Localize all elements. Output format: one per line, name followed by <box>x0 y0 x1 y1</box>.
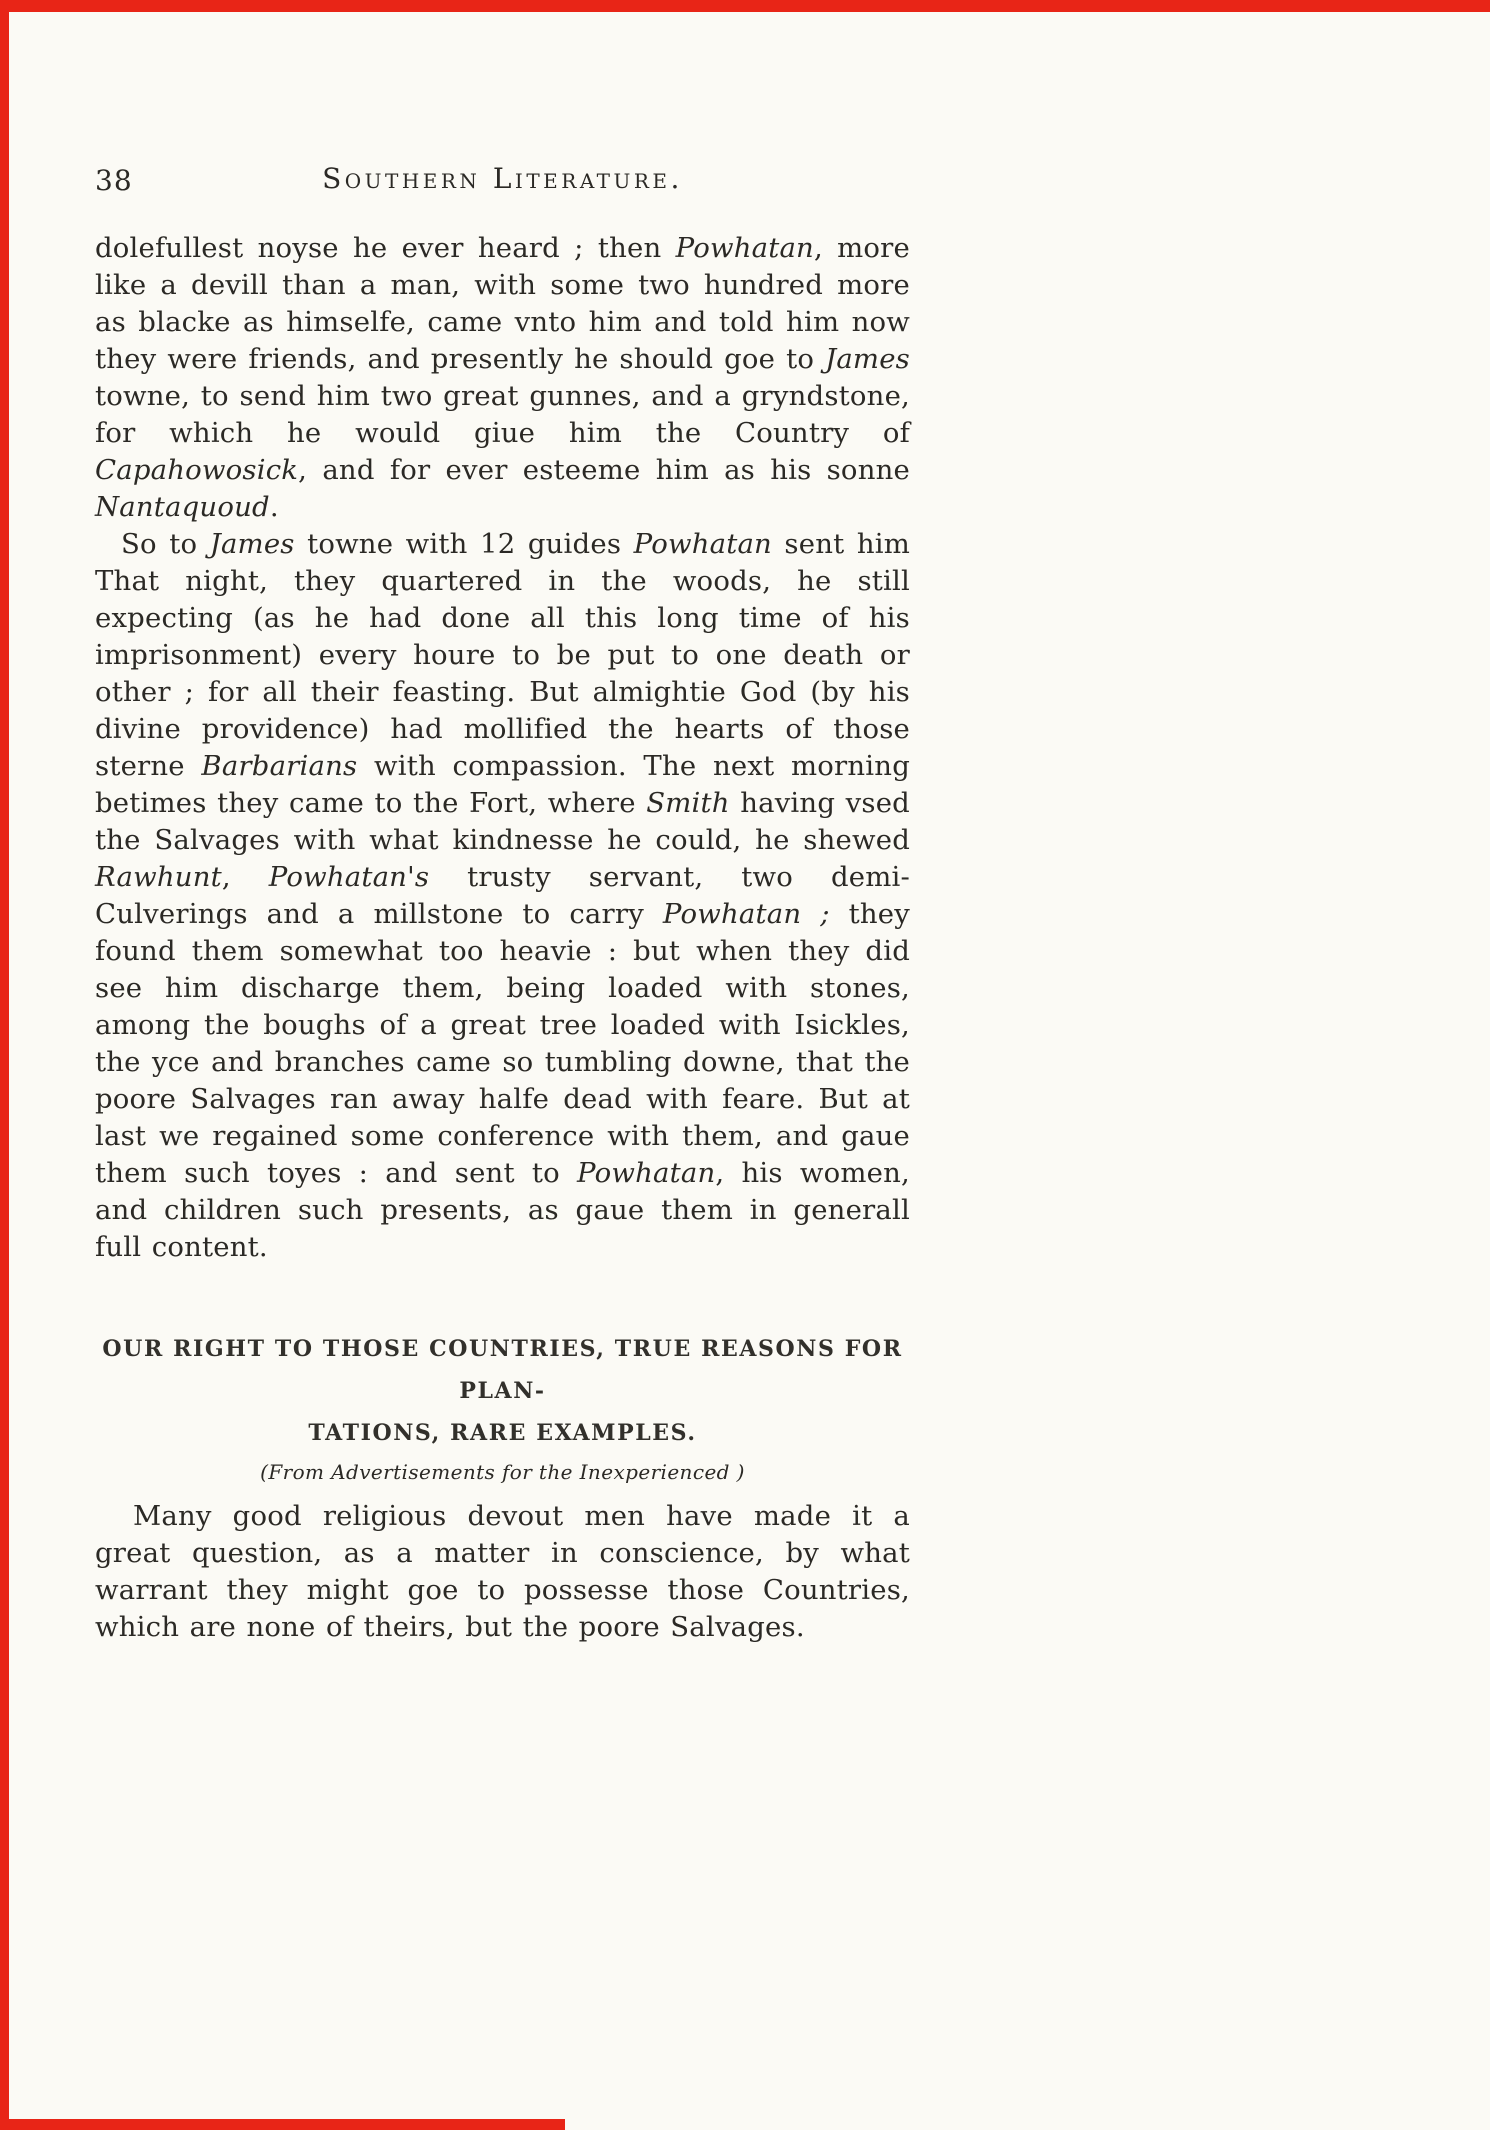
paragraph <box>95 230 910 526</box>
text-run: , more like a devill than a man, with some two hundred more as blacke as himselfe, came vnto him and told him now they were friends, and presently he should goe to <box>95 232 910 375</box>
text-run: . <box>269 491 279 523</box>
body-text-block-2 <box>95 1498 910 1646</box>
text-run: with compassion. The next morning betimes they came to the Fort, where <box>95 750 910 819</box>
text-run: towne, to send him two great gunnes, and a gryndstone, for which he would giue him the Country of <box>95 380 910 449</box>
section-heading-block <box>95 1328 910 1484</box>
section-source-note: (From Advertisements for the Inexperienced ) <box>260 1460 745 1484</box>
paragraph <box>95 526 910 1266</box>
paragraph <box>95 1498 910 1646</box>
text-run: having vsed the Salvages with what kindnesse he could, he shewed <box>95 787 910 856</box>
text-run: sent him That night, they quartered in the woods, he still expecting (as he had done all this long time of his imprisonment) every houre to be put to one death or other ; for all their feasting. But almightie God (by his divine providence) had mollified the hearts of those sterne <box>95 528 911 782</box>
text-run: Many good religious devout men have made it a great question, as a matter in conscience, by what warrant they might goe to possesse those Countries, which are none of theirs, but the poore Salvages. <box>95 1500 910 1643</box>
text-run: trusty servant, two demi-Culverings and a millstone to carry <box>95 861 910 930</box>
italic-text-run: Smith <box>646 787 730 819</box>
italic-text-run: Rawhunt <box>95 861 222 893</box>
italic-text-run: James <box>209 528 295 560</box>
header-title: Southern Literature. <box>322 162 683 195</box>
page-content <box>95 162 910 1646</box>
scan-edge-mark-top <box>0 0 1490 12</box>
text-run: towne with 12 guides <box>294 528 634 560</box>
text-run: dolefullest noyse he ever heard ; then <box>95 232 676 264</box>
text-run: So to <box>121 528 210 560</box>
scan-edge-mark-left <box>0 0 9 2130</box>
scan-edge-mark-bottom <box>0 2119 565 2130</box>
section-heading-line-2: TATIONS, RARE EXAMPLES. <box>308 1420 697 1446</box>
italic-text-run: Powhatan <box>633 528 772 560</box>
section-heading-line-1: OUR RIGHT TO THOSE COUNTRIES, TRUE REASONS FOR PLAN- <box>102 1336 903 1404</box>
text-run: , and for ever esteeme him as his sonne <box>298 454 910 486</box>
italic-text-run: Powhatan ; <box>662 898 830 930</box>
body-text-block-1 <box>95 230 910 1266</box>
section-heading <box>95 1328 910 1454</box>
italic-text-run: Capahowosick <box>95 454 299 486</box>
italic-text-run: Powhatan <box>675 232 814 264</box>
running-header <box>95 162 910 202</box>
page-number: 38 <box>95 164 133 197</box>
text-run: , <box>221 861 269 893</box>
italic-text-run: Barbarians <box>201 750 358 782</box>
italic-text-run: Powhatan <box>577 1157 716 1189</box>
italic-text-run: Powhatan's <box>268 861 430 893</box>
italic-text-run: Nantaquoud <box>95 491 270 523</box>
text-run: , his women, and children such presents, as gaue them in generall full content. <box>95 1157 910 1263</box>
italic-text-run: James <box>825 343 910 375</box>
text-run: they found them somewhat too heavie : but when they did see him discharge them, being loaded with stones, among the boughs of a great tree loaded with Isickles, the yce and branches came so tumbling downe, that the poore Salvages ran away halfe dead with feare. But at last we regained some conference with them, and gaue them such toyes : and sent to <box>95 898 910 1189</box>
